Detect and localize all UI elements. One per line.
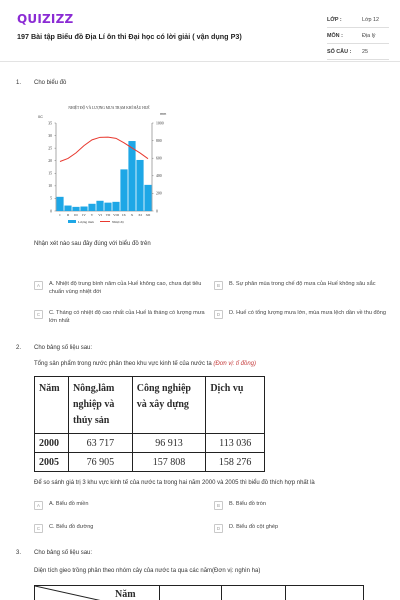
right-tick-label: 1000 xyxy=(156,121,164,126)
rainfall-bar xyxy=(128,141,135,211)
meta-row-grade xyxy=(327,12,389,28)
table-cell: 157 808 xyxy=(132,453,206,472)
x-tick-label: II xyxy=(66,213,70,217)
option-letter: C xyxy=(34,310,43,319)
option-d[interactable] xyxy=(214,523,394,533)
meta-panel xyxy=(327,12,389,60)
x-tick-label: VIII xyxy=(113,213,119,217)
rainfall-bar xyxy=(88,204,95,211)
left-tick-label: 15 xyxy=(48,171,52,176)
x-tick-label: I xyxy=(59,213,61,217)
left-tick-label: 35 xyxy=(48,121,52,126)
table-header-row xyxy=(35,377,265,434)
chart-title: NHIỆT ĐỘ VÀ LƯỢNG MƯA TRẠM KHÍ HẬU HUẾ xyxy=(68,106,150,110)
option-letter: D xyxy=(214,310,223,319)
rainfall-bar xyxy=(104,203,111,211)
option-text: C. Biểu đồ đường xyxy=(49,524,94,530)
table-divider xyxy=(221,586,222,600)
option-letter: D xyxy=(214,524,223,533)
left-tick-label: 20 xyxy=(48,159,52,164)
option-a[interactable] xyxy=(34,280,214,296)
option-b[interactable] xyxy=(214,280,394,290)
option-letter: B xyxy=(214,501,223,510)
question-prompt: Nhận xét nào sau đây đúng với biểu đồ trên xyxy=(34,241,151,247)
document-header xyxy=(0,0,400,62)
rainfall-bar xyxy=(56,197,63,211)
left-tick-label: 25 xyxy=(48,146,52,151)
question-number: 3. xyxy=(16,550,22,556)
option-text: D. Huế có tổng lượng mưa lớn, mùa mưa lệch dần về thu đông xyxy=(229,310,386,316)
rainfall-bar xyxy=(72,207,79,211)
rainfall-bar xyxy=(112,202,119,211)
description-unit: (Đơn vị: tỉ đồng) xyxy=(213,361,257,367)
question-text: Cho biểu đồ xyxy=(34,80,67,86)
option-text: D. Biểu đồ cột ghép xyxy=(229,524,279,530)
rainfall-bar xyxy=(120,169,127,211)
option-c[interactable] xyxy=(34,523,214,533)
x-tick-label: IX xyxy=(122,213,126,217)
table-cell: 96 913 xyxy=(132,434,206,453)
x-tick-label: V xyxy=(90,213,94,217)
question-text: Cho bảng số liệu sau: xyxy=(34,345,93,351)
rainfall-bar xyxy=(64,206,71,211)
left-tick-label: 5 xyxy=(50,196,52,201)
option-a[interactable] xyxy=(34,500,214,510)
meta-value: 25 xyxy=(362,48,368,55)
option-text: A. Biểu đồ miền xyxy=(49,501,89,507)
x-tick-label: XII xyxy=(145,213,151,217)
rainfall-bar xyxy=(144,185,151,211)
legend-label: Nhiệt độ xyxy=(112,220,124,224)
crop-area-table xyxy=(34,585,364,600)
meta-row-count xyxy=(327,44,389,60)
x-tick-label: XI xyxy=(138,213,142,217)
option-text: B. Biểu đồ tròn xyxy=(229,501,267,507)
x-tick-label: VII xyxy=(105,213,111,217)
table-divider xyxy=(285,586,286,600)
rainfall-bar xyxy=(80,207,87,211)
meta-key: MÔN : xyxy=(327,32,343,39)
question-text: Cho bảng số liệu sau: xyxy=(34,550,93,556)
x-tick-label: IV xyxy=(82,213,86,217)
left-tick-label: 10 xyxy=(48,184,52,189)
rainfall-bar xyxy=(136,160,143,211)
table-header: Dịch vụ xyxy=(206,377,265,434)
option-c[interactable] xyxy=(34,309,214,325)
table-cell: 76 905 xyxy=(68,453,132,472)
table-row xyxy=(35,434,265,453)
description-text: Tổng sản phẩm trong nước phân theo khu vực kinh tế của nước ta xyxy=(34,361,212,367)
table-header: Công nghiệp và xây dựng xyxy=(132,377,206,434)
table-divider xyxy=(159,586,160,600)
meta-key: LỚP : xyxy=(327,16,342,23)
table-cell: 158 276 xyxy=(206,453,265,472)
option-b[interactable] xyxy=(214,500,394,510)
document-title: 197 Bài tập Biểu đồ Địa Lí ôn thi Đại học có lời giải ( vận dụng P3) xyxy=(17,32,242,41)
x-tick-label: III xyxy=(74,213,78,217)
question-description: Diện tích gieo trồng phân theo nhóm cây của nước ta qua các năm(Đơn vị: nghìn ha) xyxy=(34,568,261,574)
left-tick-label: 30 xyxy=(48,133,52,138)
legend-swatch-rain xyxy=(68,220,76,223)
right-tick-label: 400 xyxy=(156,174,162,179)
right-tick-label: 800 xyxy=(156,138,162,143)
right-tick-label: 200 xyxy=(156,191,162,196)
option-text: C. Tháng có nhiệt độ cao nhất của Huế là tháng có lượng mưa lớn nhất xyxy=(49,310,205,324)
question-number: 2. xyxy=(16,345,22,351)
table-cell: 2000 xyxy=(35,434,69,453)
option-text: B. Sự phân mùa trong chế độ mưa của Huế không sâu sắc xyxy=(229,281,376,287)
question-number: 1. xyxy=(16,80,22,86)
right-tick-label: 600 xyxy=(156,156,162,161)
table-cell: 113 036 xyxy=(206,434,265,453)
meta-row-subject xyxy=(327,28,389,44)
option-letter: A xyxy=(34,501,43,510)
rainfall-bar xyxy=(96,201,103,211)
table-row xyxy=(35,453,265,472)
right-axis-unit: mm xyxy=(160,112,167,116)
x-tick-label: VI xyxy=(98,213,102,217)
table-cell: 63 717 xyxy=(68,434,132,453)
gdp-table xyxy=(34,376,265,472)
question-prompt: Để so sánh giá trị 3 khu vực kinh tế của nước ta trong hai năm 2000 và 2005 thì biểu đồ thích hợp nhất là xyxy=(34,480,315,486)
left-tick-label: 0 xyxy=(50,209,52,214)
meta-value: Địa lý xyxy=(362,32,376,39)
option-letter: C xyxy=(34,524,43,533)
legend-label: Lượng mưa xyxy=(78,220,94,224)
table-cell: 2005 xyxy=(35,453,69,472)
table-header: Năm xyxy=(115,589,136,600)
table-header: Nông,lâm nghiệp và thủy sản xyxy=(68,377,132,434)
meta-key: SỐ CÂU : xyxy=(327,48,352,55)
left-axis-unit: 0C xyxy=(38,115,43,119)
climate-chart xyxy=(34,103,184,233)
table-diagonal xyxy=(35,586,125,600)
climate-chart-svg xyxy=(34,103,184,233)
option-text: A. Nhiệt độ trung bình năm của Huế không cao, chưa đạt tiêu chuẩn vùng nhiệt đới xyxy=(49,281,202,295)
option-letter: A xyxy=(34,281,43,290)
right-tick-label: 0 xyxy=(156,209,158,214)
option-d[interactable] xyxy=(214,309,394,319)
meta-value: Lớp 12 xyxy=(362,16,380,23)
x-tick-label: X xyxy=(130,213,134,217)
table-header: Năm xyxy=(35,377,69,434)
quizizz-logo[interactable]: QUIZIZZ xyxy=(17,12,74,26)
question-description xyxy=(34,361,256,367)
option-letter: B xyxy=(214,281,223,290)
